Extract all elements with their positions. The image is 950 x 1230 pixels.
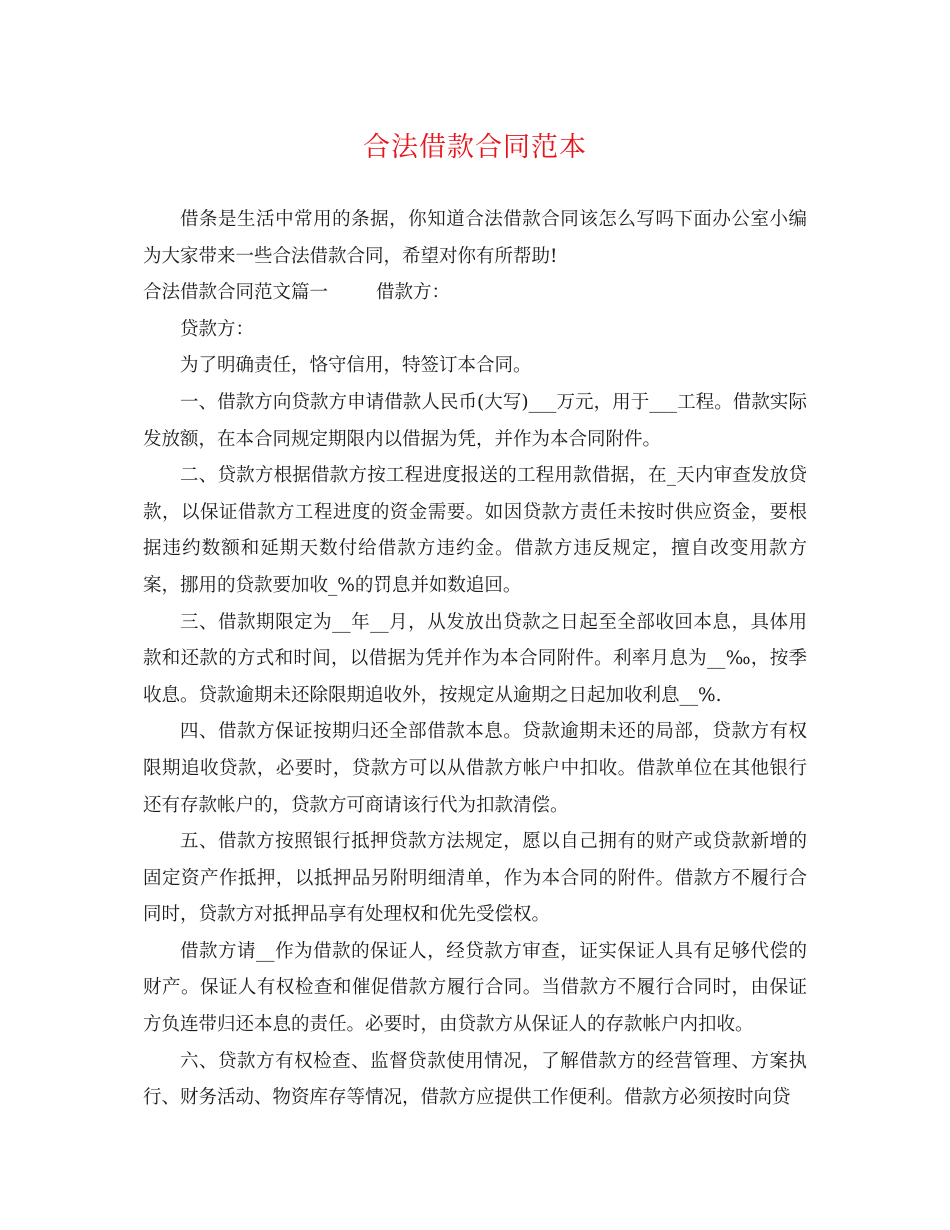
lender-label: 贷款方：	[180, 318, 255, 340]
clause-paragraph: 二、贷款方根据借款方按工程进度报送的工程用款借据，在_天内审查发放贷款，以保证借款方工程进度的资金需要。如因贷款方责任未按时供应资金，要根据违约数额和延期天数付给借款方违约金。借款方违反规定，擅自改变用款方案，挪用的贷款要加收_%的罚息并如数追回。	[143, 465, 807, 596]
borrower-label: 借款方：	[376, 282, 451, 304]
clause-paragraph: 一、借款方向贷款方申请借款人民币(大写)___万元，用于___工程。借款实际发放额，在本合同规定期限内以借据为凭，并作为本合同附件。	[143, 391, 807, 450]
intro-paragraph: 借条是生活中常用的条据，你知道合法借款合同该怎么写吗下面办公室小编为大家带来一些合法借款合同，希望对你有所帮助!	[143, 209, 807, 267]
guarantor-paragraph: 借款方请__作为借款的保证人，经贷款方审查，证实保证人具有足够代偿的财产。保证人有权检查和催促借款方履行合同。当借款方不履行合同时，由保证方负连带归还本息的责任。必要时，由贷款方从保证人的存款帐户内扣收。	[143, 940, 807, 1036]
clause-paragraph: 五、借款方按照银行抵押贷款方法规定，愿以自己拥有的财产或贷款新增的固定资产作抵押，以抵押品另附明细清单，作为本合同的附件。借款方不履行合同时，贷款方对抵押品享有处理权和优先受偿权。	[143, 831, 807, 926]
section-heading-line	[143, 275, 807, 312]
clause-paragraph: 三、借款期限定为__年__月，从发放出贷款之日起至全部收回本息，具体用款和还款的方式和时间，以借据为凭并作为本合同附件。利率月息为__‰，按季收息。贷款逾期未还除限期追收外，按规定从逾期之日起加收利息__%.	[143, 611, 807, 706]
preamble-paragraph: 为了明确责任，恪守信用，特签订本合同。	[180, 355, 532, 377]
clause-paragraph: 四、借款方保证按期归还全部借款本息。贷款逾期未还的局部，贷款方有权限期追收贷款，必要时，贷款方可以从借款方帐户中扣收。借款单位在其他银行还有存款帐户的，贷款方可商请该行代为扣款清偿。	[143, 721, 807, 816]
clause-paragraph: 六、贷款方有权检查、监督贷款使用情况，了解借款方的经营管理、方案执行、财务活动、物资库存等情况，借款方应提供工作便利。借款方必须按时向贷	[143, 1050, 807, 1109]
document-title: 合法借款合同范本	[363, 132, 587, 163]
section-heading: 合法借款合同范文篇一	[143, 282, 329, 304]
document-body	[143, 202, 807, 1117]
